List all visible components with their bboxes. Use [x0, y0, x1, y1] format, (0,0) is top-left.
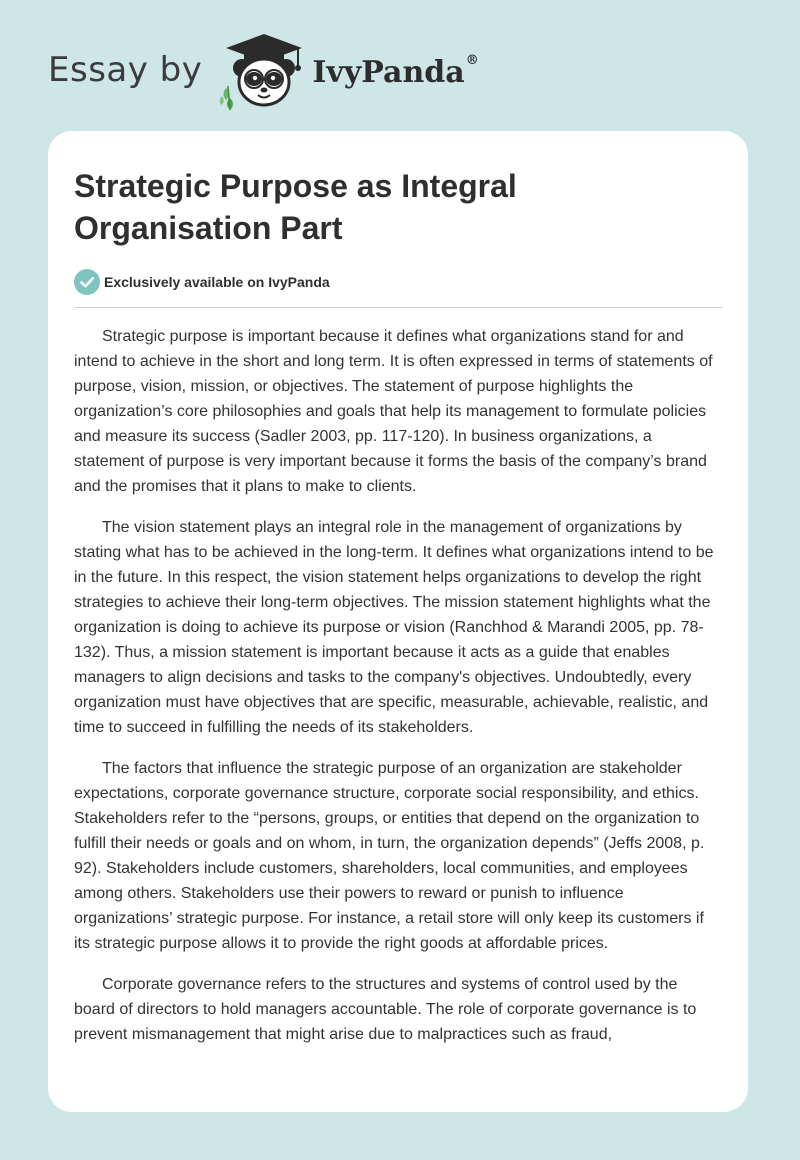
- site-header: [48, 30, 479, 110]
- brand-name[interactable]: [312, 52, 479, 90]
- paragraph: Strategic purpose is important because it defines what organizations stand for and intend to achieve in the short and long term. It is often expressed in terms of statements of purpose, vision, mission, or objectives. The statement of purpose highlights the organization’s core philosophies and goals that help its management to formulate policies and measure its success (Sadler 2003, pp. 117-120). In business organizations, a statement of purpose is very important because it forms the basis of the company’s brand and the promises that it plans to make to clients.: [74, 328, 713, 495]
- essay-card: [48, 131, 748, 1112]
- paragraph: The vision statement plays an integral role in the management of organizations by stating what has to be achieved in the long-term. It defines what organizations intend to be in the future. In this respect, the vision statement helps organizations to develop the right strategies to achieve their long-term objectives. The mission statement highlights what the organization is doing to achieve its purpose or vision (Ranchhod & Marandi 2005, pp. 78-132). Thus, a mission statement is important because it acts as a guide that enables managers to align decisions and tasks to the company's objectives. Undoubtedly, every organization must have objectives that are specific, measurable, achievable, realistic, and time to succeed in fulfilling the needs of its stakeholders.: [74, 519, 714, 736]
- brand-name-text: IvyPanda: [312, 54, 465, 90]
- panda-logo-icon[interactable]: [218, 30, 310, 110]
- exclusive-label: Exclusively available on IvyPanda: [104, 274, 330, 290]
- page-title: Strategic Purpose as Integral Organisation Part: [74, 168, 517, 246]
- essay-content: [74, 131, 722, 1063]
- divider: [74, 307, 722, 308]
- essay-body: [74, 324, 722, 1047]
- check-circle-icon: [74, 269, 100, 295]
- exclusive-badge: [74, 269, 722, 295]
- paragraph: The factors that influence the strategic purpose of an organization are stakeholder expectations, corporate governance structure, corporate social responsibility, and ethics. Stakeholders refer to the “persons, groups, or entities that depend on the organization to fulfill their needs or goals and on whom, in turn, the organization depends” (Jeffs 2008, p. 92). Stakeholders include customers, shareholders, local communities, and employees among others. Stakeholders use their powers to reward or punish to influence organizations’ strategic purpose. For instance, a retail store will only keep its customers if its strategic purpose allows it to provide the right goods at affordable prices.: [74, 760, 705, 952]
- registered-mark: ®: [465, 52, 479, 68]
- paragraph: Corporate governance refers to the structures and systems of control used by the board of directors to hold managers accountable. The role of corporate governance is to prevent mismanagement that might arise due to malpractices such as fraud,: [74, 976, 697, 1043]
- essay-by-label: Essay by: [48, 50, 203, 90]
